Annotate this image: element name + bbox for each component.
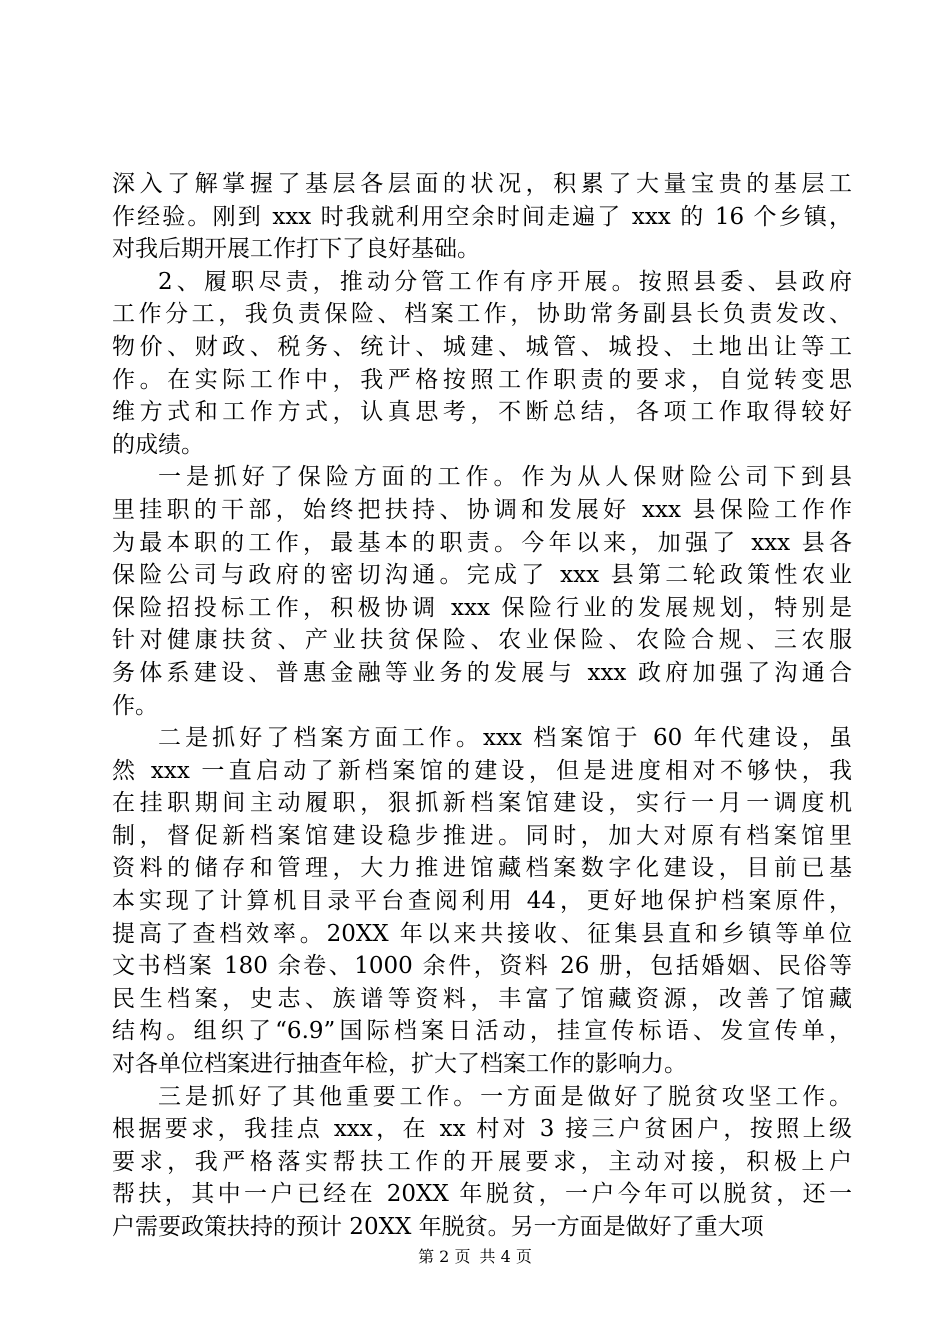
text-line: 工作分工，我负责保险、档案工作，协助常务副县长负责发改、 — [112, 301, 852, 328]
text-line: 深入了解掌握了基层各层面的状况，积累了大量宝贵的基层工 — [112, 171, 852, 197]
text-line: 民生档案，史志、族谱等资料，丰富了馆藏资源，改善了馆藏 — [112, 985, 852, 1012]
paragraph — [112, 168, 852, 266]
text-line: 一是抓好了保险方面的工作。作为从人保财险公司下到县 — [158, 464, 852, 491]
text-line: 制，督促新档案馆建设稳步推进。同时，加大对原有档案馆里 — [112, 822, 852, 849]
paragraph — [112, 1081, 852, 1244]
page-footer — [0, 1247, 950, 1267]
page-number: 第 2 页 — [418, 1247, 471, 1266]
text-line: 帮扶，其中一户已经在 20XX 年脱贫，一户今年可以脱贫，还一 — [112, 1181, 852, 1208]
text-line: 二是抓好了档案方面工作。xxx 档案馆于 60 年代建设，虽 — [158, 725, 852, 752]
text-line: 户需要政策扶持的预计 20XX 年脱贫。另一方面是做好了重大项 — [112, 1214, 764, 1240]
text-line: 针对健康扶贫、产业扶贫保险、农业保险、农险合规、三农服 — [112, 627, 852, 654]
text-line: 的成绩。 — [112, 431, 204, 458]
paragraph — [112, 461, 852, 722]
text-line: 作。 — [112, 692, 158, 719]
text-line: 作。在实际工作中，我严格按照工作职责的要求，自觉转变思 — [112, 366, 852, 393]
text-line: 务体系建设、普惠金融等业务的发展与 xxx 政府加强了沟通合 — [112, 659, 852, 686]
text-line: 2、履职尽责，推动分管工作有序开展。按照县委、县政府 — [158, 268, 852, 295]
text-line: 物价、财政、税务、统计、城建、城管、城投、土地出让等工 — [112, 333, 852, 360]
text-line: 本实现了计算机目录平台查阅利用 44，更好地保护档案原件， — [112, 888, 852, 915]
text-line: 对各单位档案进行抽查年检，扩大了档案工作的影响力。 — [112, 1051, 687, 1078]
text-line: 要求，我严格落实帮扶工作的开展要求，主动对接，积极上户 — [112, 1148, 852, 1175]
paragraph — [112, 266, 852, 462]
text-line: 里挂职的干部，始终把扶持、协调和发展好 xxx 县保险工作作 — [112, 496, 852, 523]
paragraph — [112, 722, 852, 1081]
text-line: 根据要求，我挂点 xxx，在 xx 村对 3 接三户贫困户，按照上级 — [112, 1116, 852, 1143]
text-line: 文书档案 180 余卷、1000 余件，资料 26 册，包括婚姻、民俗等 — [112, 953, 852, 980]
text-line: 三是抓好了其他重要工作。一方面是做好了脱贫攻坚工作。 — [158, 1083, 852, 1110]
text-line: 保险公司与政府的密切沟通。完成了 xxx 县第二轮政策性农业 — [112, 562, 852, 589]
text-line: 在挂职期间主动履职，狠抓新档案馆建设，实行一月一调度机 — [112, 790, 852, 817]
page-total: 共 4 页 — [479, 1247, 532, 1266]
text-line: 为最本职的工作，最基本的职责。今年以来，加强了 xxx 县各 — [112, 529, 852, 556]
text-line: 保险招投标工作，积极协调 xxx 保险行业的发展规划，特别是 — [112, 594, 852, 621]
text-line: 提高了查档效率。20XX 年以来共接收、征集县直和乡镇等单位 — [112, 920, 852, 947]
text-line: 作经验。刚到 xxx 时我就利用空余时间走遍了 xxx 的 16 个乡镇， — [112, 203, 852, 230]
text-line: 然 xxx 一直启动了新档案馆的建设，但是进度相对不够快，我 — [112, 757, 852, 784]
text-line: 维方式和工作方式，认真思考，不断总结，各项工作取得较好 — [112, 399, 852, 426]
text-line: 资料的储存和管理，大力推进馆藏档案数字化建设，目前已基 — [112, 855, 852, 882]
text-line: 结构。组织了“6.9”国际档案日活动，挂宣传标语、发宣传单， — [112, 1018, 852, 1045]
document-body — [112, 168, 852, 1244]
text-line: 对我后期开展工作打下了良好基础。 — [112, 236, 480, 263]
